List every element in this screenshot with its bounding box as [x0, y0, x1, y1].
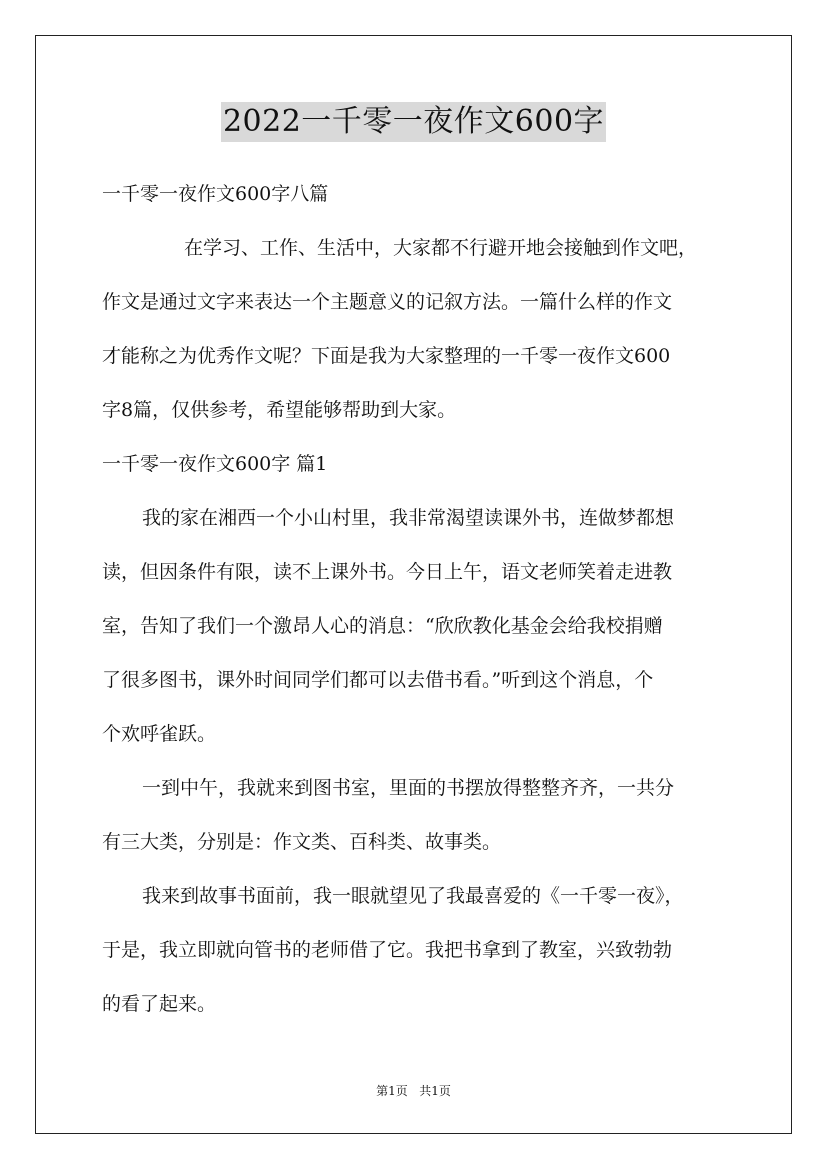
- paragraph-line: 个欢呼雀跃。: [102, 723, 217, 745]
- paragraph-line: 读，但因条件有限，读不上课外书。今日上午，语文老师笑着走进教: [102, 561, 673, 583]
- paragraph-line: 我来到故事书面前，我一眼就望见了我最喜爱的《一千零一夜》，: [142, 885, 684, 907]
- paragraph-line: 了很多图书，课外时间同学们都可以去借书看。”听到这个消息，个: [102, 669, 654, 691]
- intro-line: 作文是通过文字来表达一个主题意义的记叙方法。一篇什么样的作文: [102, 291, 673, 313]
- document-title: 2022一千零一夜作文600字: [221, 102, 606, 142]
- page-number: 第1页: [376, 1084, 408, 1098]
- paragraph-line: 一到中午，我就来到图书室，里面的书摆放得整整齐齐，一共分: [142, 777, 675, 799]
- paragraph-line: 我的家在湘西一个小山村里，我非常渴望读课外书，连做梦都想: [142, 507, 675, 529]
- paragraph-line: 室，告知了我们一个激昂人心的消息：“欣欣教化基金会给我校捐赠: [102, 615, 663, 637]
- intro-line: 才能称之为优秀作文呢？下面是我为大家整理的一千零一夜作文600: [102, 345, 671, 367]
- page-total: 共1页: [419, 1084, 451, 1098]
- page-footer: [0, 1083, 827, 1099]
- document-body: [102, 176, 730, 1022]
- section-heading: 一千零一夜作文600字 篇1: [102, 453, 328, 475]
- paragraph-line: 于是，我立即就向管书的老师借了它。我把书拿到了教室，兴致勃勃: [102, 939, 673, 961]
- subtitle: 一千零一夜作文600字八篇: [102, 183, 329, 205]
- document-title-container: [0, 102, 827, 142]
- intro-line: 在学习、工作、生活中，大家都不行避开地会接触到作文吧，: [184, 237, 698, 259]
- paragraph-line: 有三大类，分别是：作文类、百科类、故事类。: [102, 831, 502, 853]
- intro-line: 字8篇，仅供参考，希望能够帮助到大家。: [102, 399, 457, 421]
- paragraph-line: 的看了起来。: [102, 993, 217, 1015]
